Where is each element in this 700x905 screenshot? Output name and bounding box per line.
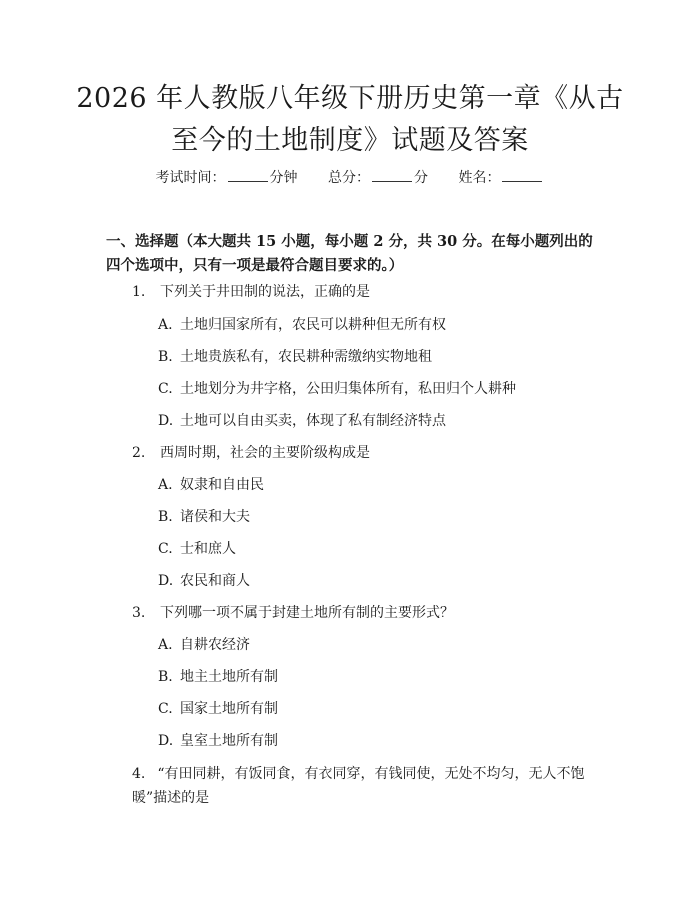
option-text: 皇室土地所有制 xyxy=(180,733,278,749)
option-text: 农民和商人 xyxy=(180,573,250,589)
option-letter: C. xyxy=(158,381,173,397)
exam-time xyxy=(156,167,298,187)
option-text: 自耕农经济 xyxy=(180,637,250,653)
question-number: 1. xyxy=(132,284,146,300)
question-number: 4. xyxy=(132,766,146,782)
option-letter: B. xyxy=(158,509,173,525)
student-name xyxy=(458,167,544,187)
q1-option-c xyxy=(158,378,516,398)
option-letter: A. xyxy=(158,317,173,333)
total-score-label: 总分： xyxy=(328,170,370,186)
q1-option-d xyxy=(158,410,446,430)
option-text: 国家土地所有制 xyxy=(180,701,278,717)
q1-option-a xyxy=(158,314,446,334)
option-text: 土地归国家所有，农民可以耕种但无所有权 xyxy=(180,317,446,333)
total-score-unit: 分 xyxy=(414,170,428,186)
exam-time-label: 考试时间： xyxy=(155,170,226,186)
option-letter: A. xyxy=(158,477,173,493)
q2-option-c xyxy=(158,538,236,558)
option-text: 奴隶和自由民 xyxy=(180,477,264,493)
option-text: 土地可以自由买卖，体现了私有制经济特点 xyxy=(180,413,446,429)
option-text: 士和庶人 xyxy=(180,541,236,557)
q2-option-d xyxy=(158,570,250,590)
option-letter: B. xyxy=(158,669,173,685)
total-score-blank xyxy=(372,169,412,182)
student-name-label: 姓名： xyxy=(458,170,501,186)
q3-option-a xyxy=(158,634,250,654)
total-score xyxy=(328,167,428,187)
question-text: “有田同耕，有饭同食，有衣同穿，有钱同使，无处不均匀，无人不饱暖”描述的是 xyxy=(132,766,585,806)
question-4 xyxy=(132,762,602,810)
option-letter: C. xyxy=(158,701,173,717)
q3-option-d xyxy=(158,730,278,750)
option-text: 土地划分为井字格，公田归集体所有，私田归个人耕种 xyxy=(180,381,516,397)
q3-option-b xyxy=(158,666,278,686)
q2-option-b xyxy=(158,506,250,526)
question-3 xyxy=(132,602,454,622)
question-text: 西周时期，社会的主要阶级构成是 xyxy=(160,445,370,461)
question-number: 2. xyxy=(132,445,146,461)
title-line-1: 2026 年人教版八年级下册历史第一章《从古 xyxy=(76,83,624,114)
option-letter: D. xyxy=(158,573,174,589)
student-name-blank xyxy=(502,169,542,182)
q3-option-c xyxy=(158,698,278,718)
option-letter: D. xyxy=(158,733,174,749)
option-text: 诸侯和大夫 xyxy=(180,509,250,525)
section-heading: 一、选择题（本大题共 15 小题，每小题 2 分，共 30 分。在每小题列出的四个选项中，只有一项是最符合题目要求的。） xyxy=(106,233,593,274)
question-2 xyxy=(132,442,370,462)
option-letter: A. xyxy=(158,637,173,653)
option-letter: D. xyxy=(158,413,174,429)
exam-time-unit: 分钟 xyxy=(269,170,298,186)
option-text: 地主土地所有制 xyxy=(180,669,278,685)
q1-option-b xyxy=(158,346,432,366)
question-number: 3. xyxy=(132,605,146,621)
document-title xyxy=(60,78,640,162)
question-text: 下列哪一项不属于封建土地所有制的主要形式？ xyxy=(160,605,454,621)
exam-time-blank xyxy=(228,169,268,182)
question-text: 下列关于井田制的说法，正确的是 xyxy=(160,284,370,300)
q2-option-a xyxy=(158,474,264,494)
exam-info-line xyxy=(0,167,700,187)
option-letter: C. xyxy=(158,541,173,557)
question-1 xyxy=(132,281,370,301)
option-letter: B. xyxy=(158,349,173,365)
title-line-2: 至今的土地制度》试题及答案 xyxy=(171,125,529,156)
option-text: 土地贵族私有，农民耕种需缴纳实物地租 xyxy=(180,349,432,365)
